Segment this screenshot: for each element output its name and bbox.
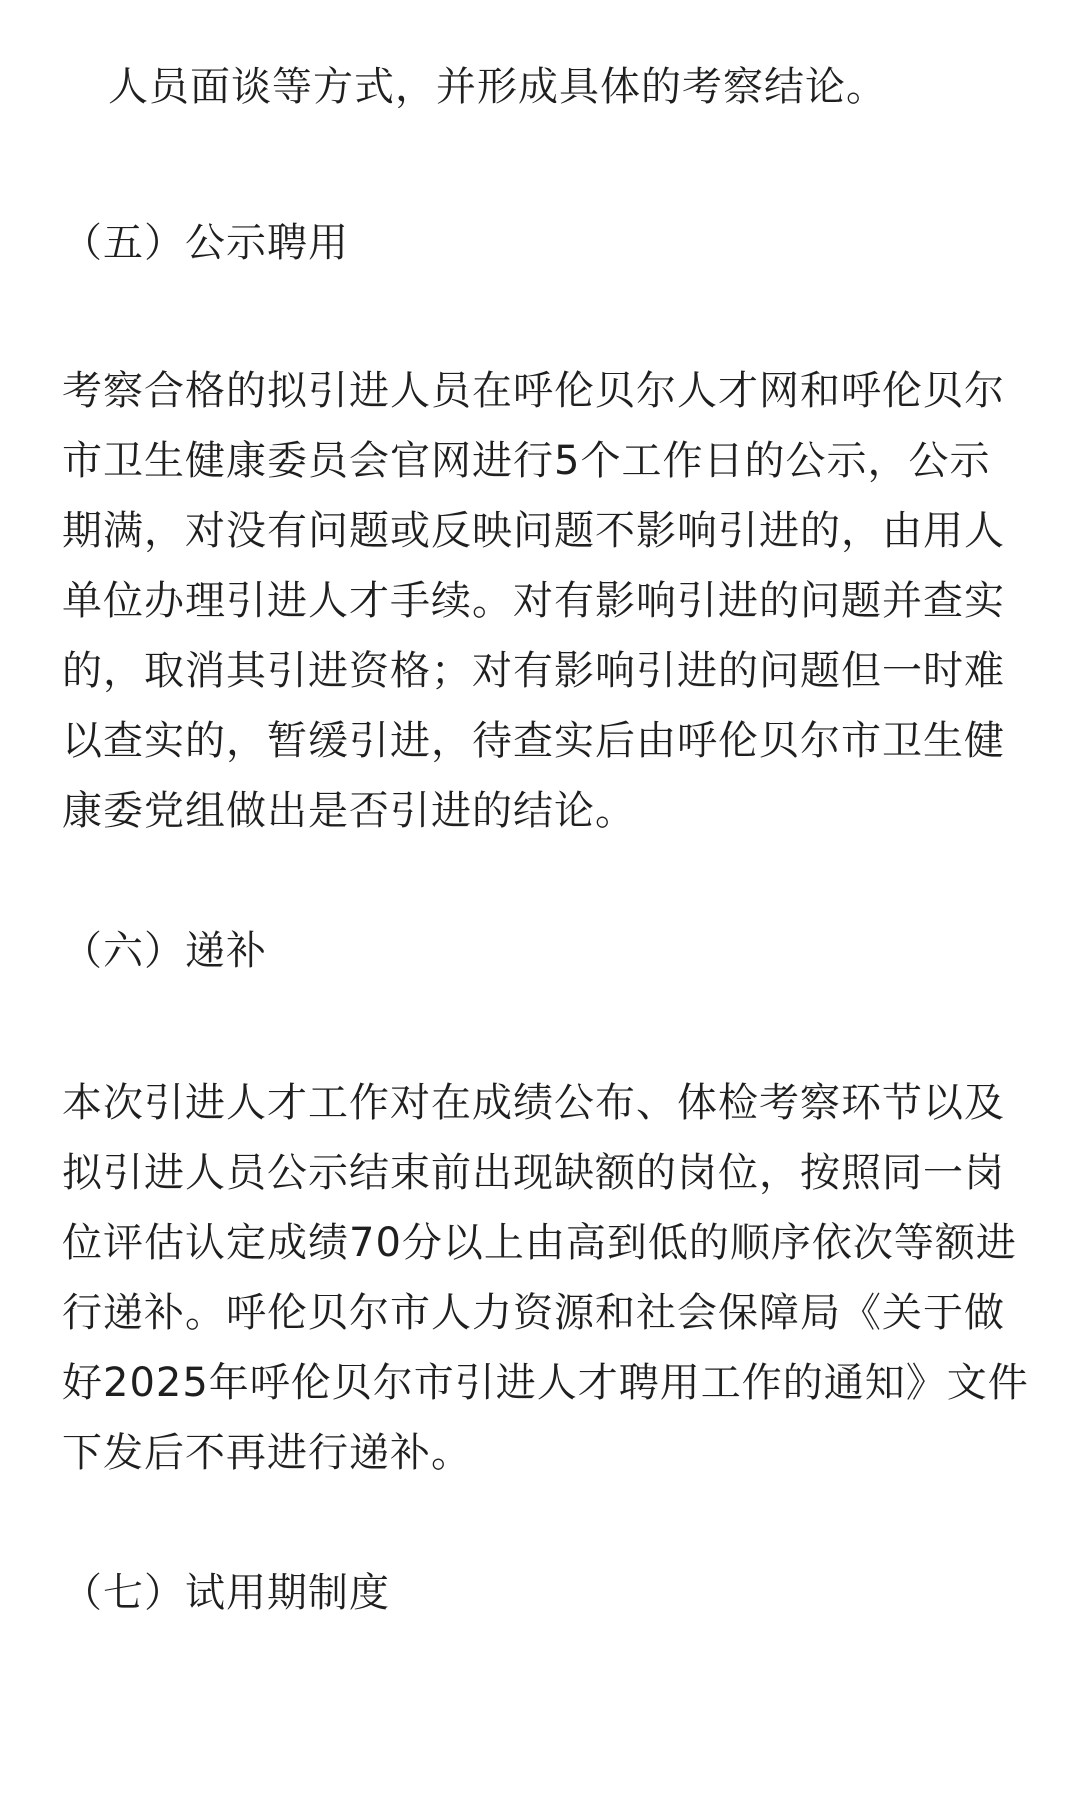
paragraph-line: 位评估认定成绩70分以上由高到低的顺序依次等额进: [62, 1220, 1017, 1266]
section-heading-7: （七）试用期制度: [62, 1570, 390, 1616]
paragraph-line: 好2025年呼伦贝尔市引进人才聘用工作的通知》文件: [62, 1360, 1029, 1406]
paragraph-line: 单位办理引进人才手续。对有影响引进的问题并查实: [62, 578, 1005, 624]
paragraph-line: 的，取消其引进资格；对有影响引进的问题但一时难: [62, 648, 1005, 694]
paragraph-line: 康委党组做出是否引进的结论。: [62, 788, 636, 834]
paragraph-line: 本次引进人才工作对在成绩公布、体检考察环节以及: [62, 1080, 1005, 1126]
paragraph-line: 下发后不再进行递补。: [62, 1430, 472, 1476]
section-heading-6: （六）递补: [62, 928, 267, 974]
intro-paragraph-line: 人员面谈等方式，并形成具体的考察结论。: [108, 64, 887, 110]
paragraph-line: 以查实的，暂缓引进，待查实后由呼伦贝尔市卫生健: [62, 718, 1005, 764]
section-heading-5: （五）公示聘用: [62, 220, 349, 266]
paragraph-line: 考察合格的拟引进人员在呼伦贝尔人才网和呼伦贝尔: [62, 368, 1005, 414]
paragraph-line: 市卫生健康委员会官网进行5个工作日的公示，公示: [62, 438, 991, 484]
paragraph-line: 行递补。呼伦贝尔市人力资源和社会保障局《关于做: [62, 1290, 1005, 1336]
paragraph-line: 拟引进人员公示结束前出现缺额的岗位，按照同一岗: [62, 1150, 1005, 1196]
paragraph-line: 期满，对没有问题或反映问题不影响引进的，由用人: [62, 508, 1005, 554]
